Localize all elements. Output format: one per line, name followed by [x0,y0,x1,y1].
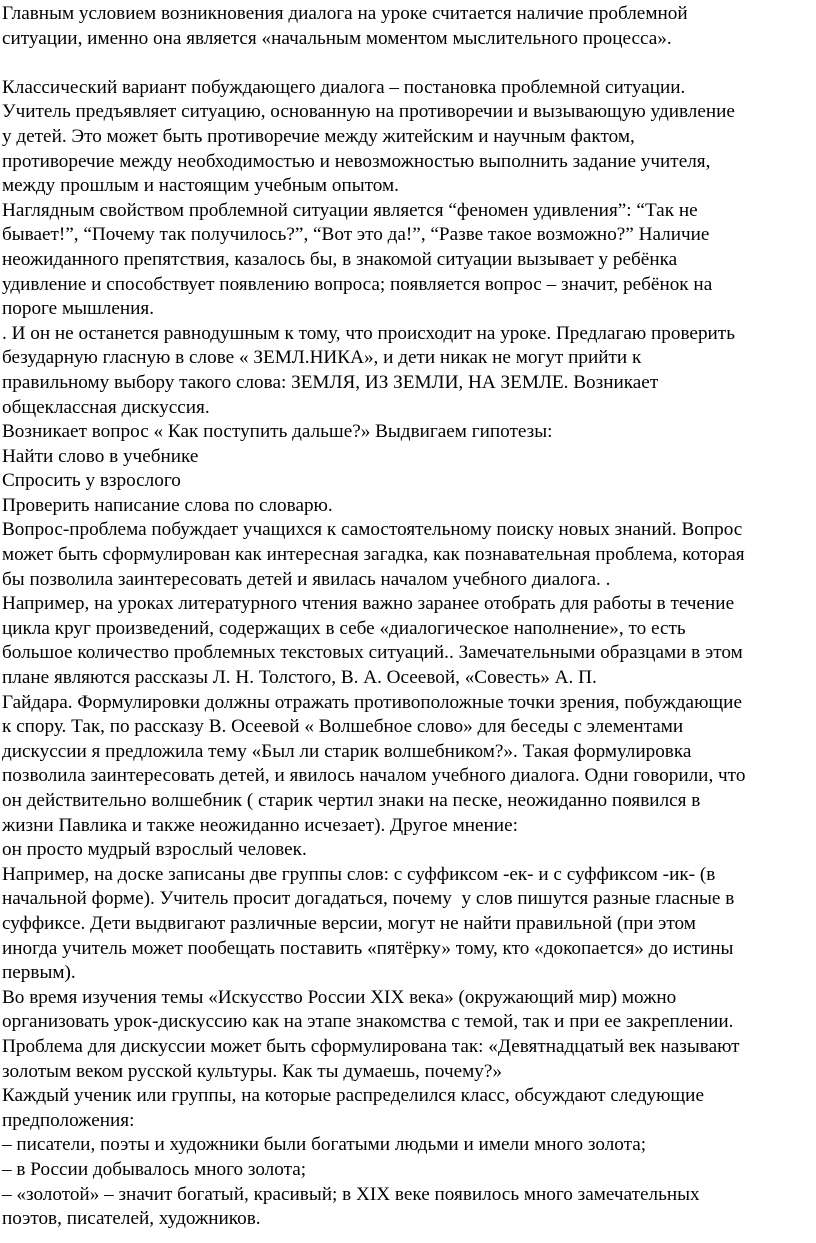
text-line: начальной форме). Учитель просит догадаться, почему у слов пишутся разные гласные в [2,888,735,910]
text-line: – в России добывалось много золота; [2,1158,307,1180]
text-line: Вопрос-проблема побуждает учащихся к самостоятельному поиску новых знаний. Вопрос [2,519,743,541]
text-line: предположения: [2,1109,135,1131]
text-line: Наглядным свойством проблемной ситуации является “феномен удивления”: “Так не [2,199,698,221]
text-line: организовать урок-дискуссию как на этапе знакомства с темой, так и при ее закреплении. [2,1011,734,1033]
text-line: суффиксе. Дети выдвигают различные версии, могут не найти правильной (при этом [2,912,696,934]
text-line: пороге мышления. [2,298,155,320]
text-line: к спору. Так, по рассказу В. Осеевой « Волшебное слово» для беседы с элементами [2,716,684,738]
text-line: иногда учитель может пообещать поставить «пятёрку» тому, кто «докопается» до истины [2,937,734,959]
text-line: Главным условием возникновения диалога на уроке считается наличие проблемной [2,3,688,24]
text-line: он просто мудрый взрослый человек. [2,839,307,861]
text-line: Проблема для дискуссии может быть сформулирована так: «Девятнадцатый век называют [2,1035,740,1057]
blank-line [2,51,816,76]
text-line: Проверить написание слова по словарю. [2,494,333,516]
text-line: ситуации, именно она является «начальным моментом мыслительного процесса». [2,27,672,49]
text-line: Спросить у взрослого [2,470,181,492]
text-line: Во время изучения темы «Искусство России XIX века» (окружающий мир) можно [2,986,677,1008]
text-line: Например, на уроках литературного чтения важно заранее отобрать для работы в течение [2,593,735,615]
text-line: большое количество проблемных текстовых ситуаций.. Замечательными образцами в этом [2,642,743,664]
text-line: – писатели, поэты и художники были богатыми людьми и имели много золота; [2,1134,647,1156]
text-line: Гайдара. Формулировки должны отражать противоположные точки зрения, побуждающие [2,691,742,713]
text-line: бы позволила заинтересовать детей и явилась началом учебного диалога. . [2,568,611,590]
text-line: Учитель предъявляет ситуацию, основанную на противоречии и вызывающую удивление [2,101,735,123]
text-line: Возникает вопрос « Как поступить дальше?» Выдвигаем гипотезы: [2,421,553,443]
text-line: золотым веком русской культуры. Как ты думаешь, почему?» [2,1060,502,1082]
text-line: Например, на доске записаны две группы слов: с суффиксом -ек- и с суффиксом -ик- (в [2,863,716,885]
text-line: цикла круг произведений, содержащих в себе «диалогическое наполнение», то есть [2,617,686,639]
text-line: позволила заинтересовать детей, и явилось началом учебного диалога. Одни говорили, что [2,765,746,787]
text-line: первым). [2,962,76,984]
text-line: Классический вариант побуждающего диалога – постановка проблемной ситуации. [2,76,686,98]
text-line: у детей. Это может быть противоречие между житейским и научным фактом, [2,125,635,147]
text-line: он действительно волшебник ( старик чертил знаки на песке, неожиданно появился в [2,790,701,811]
text-line: . И он не останется равнодушным к тому, что происходит на уроке. Предлагаю проверить [2,322,735,344]
text-line: Каждый ученик или группы, на которые распределился класс, обсуждают следующие [2,1085,704,1107]
text-line: бывает!”, “Почему так получилось?”, “Вот это да!”, “Разве такое возможно?” Наличие [2,224,710,246]
text-line: жизни Павлика и также неожиданно исчезает). Другое мнение: [2,814,518,836]
document-body [2,2,816,1232]
text-line: между прошлым и настоящим учебным опытом. [2,175,399,197]
text-line: дискуссии я предложила тему «Был ли старик волшебником?». Такая формулировка [2,740,692,762]
text-line: правильному выбору такого слова: ЗЕМЛЯ, ИЗ ЗЕМЛИ, НА ЗЕМЛЕ. Возникает [2,371,659,393]
text-line: Найти слово в учебнике [2,445,199,467]
text-line: безударную гласную в слове « ЗЕМЛ.НИКА», и дети никак не могут прийти к [2,347,642,369]
text-line: поэтов, писателей, художников. [2,1208,261,1230]
text-line: противоречие между необходимостью и невозможностью выполнить задание учителя, [2,150,711,172]
text-line: удивление и способствует появлению вопроса; появляется вопрос – значит, ребёнок на [2,273,713,295]
text-line: может быть сформулирован как интересная загадка, как познавательная проблема, которая [2,544,745,566]
text-line: – «золотой» – значит богатый, красивый; в XIX веке появилось много замечательных [2,1183,700,1205]
text-line: плане являются рассказы Л. Н. Толстого, В. А. Осеевой, «Совесть» А. П. [2,667,597,689]
text-line: общеклассная дискуссия. [2,396,210,418]
text-line: неожиданного препятствия, казалось бы, в знакомой ситуации вызывает у ребёнка [2,248,678,270]
